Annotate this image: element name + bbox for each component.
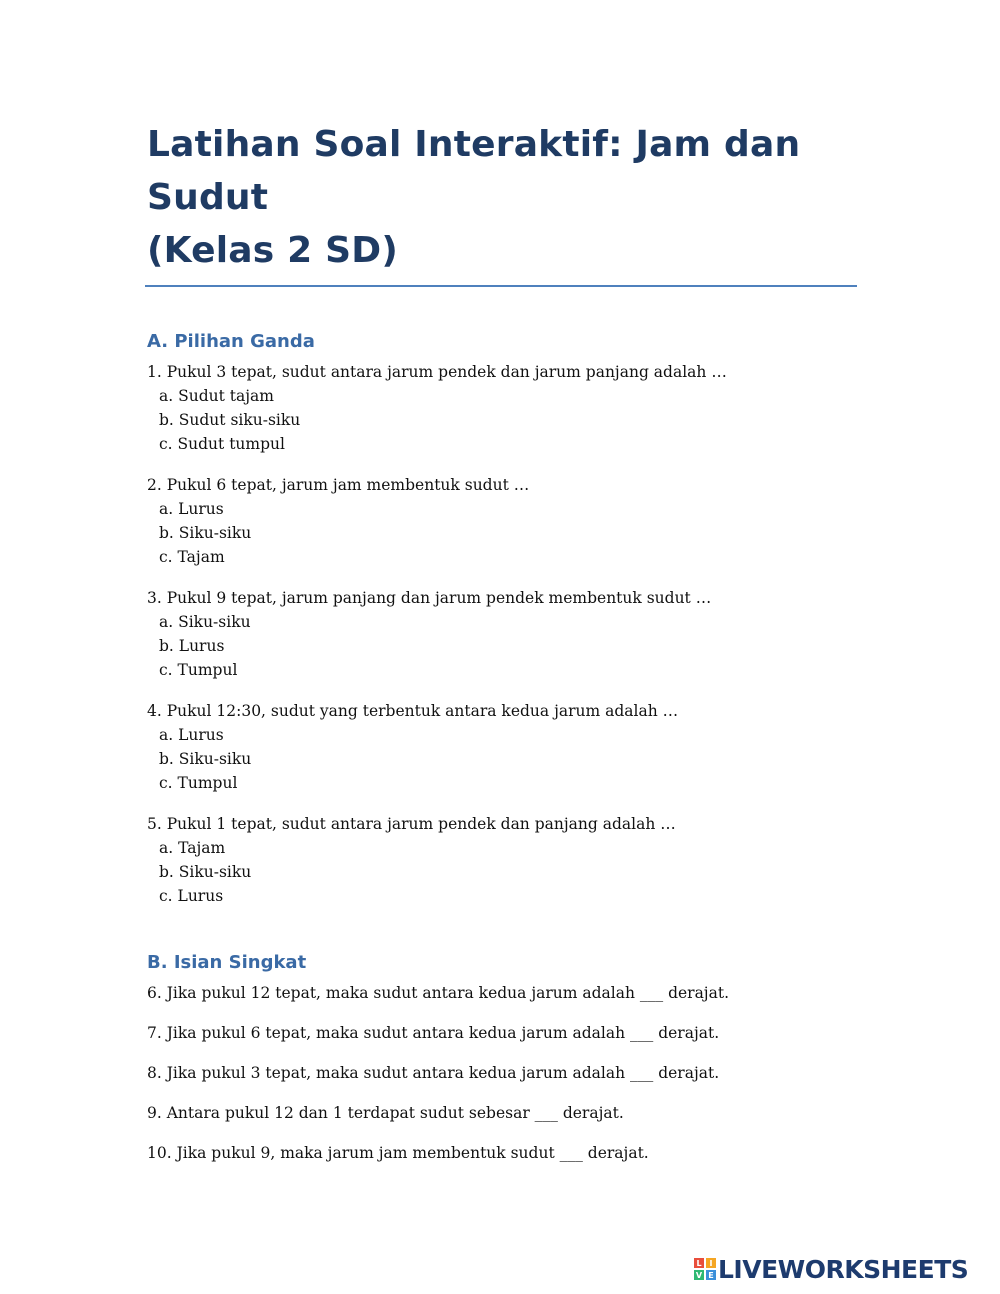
liveworksheets-brand[interactable] [694, 1254, 968, 1284]
question-text: 5. Pukul 1 tepat, sudut antara jarum pendek dan panjang adalah … [147, 815, 676, 833]
question-text: 4. Pukul 12:30, sudut yang terbentuk antara kedua jarum adalah … [147, 702, 679, 720]
title-line-2: (Kelas 2 SD) [147, 230, 398, 271]
answer-options [147, 610, 857, 682]
multiple-choice-list [147, 360, 857, 908]
title-line-1: Latihan Soal Interaktif: Jam dan Sudut [147, 124, 801, 218]
section-multiple-choice [147, 330, 857, 908]
liveworksheets-logo-icon [694, 1258, 716, 1280]
answer-options [147, 723, 857, 795]
answer-option[interactable]: a. Siku-siku [159, 613, 251, 631]
answer-option[interactable]: c. Tumpul [159, 661, 238, 679]
question-text: 2. Pukul 6 tepat, jarum jam membentuk sudut … [147, 476, 530, 494]
short-answer-question[interactable]: 8. Jika pukul 3 tepat, maka sudut antara kedua jarum adalah ___ derajat. [147, 1064, 720, 1082]
answer-option[interactable]: c. Sudut tumpul [159, 435, 285, 453]
worksheet-page [147, 118, 857, 1165]
logo-tile: L [694, 1258, 704, 1268]
answer-option[interactable]: a. Lurus [159, 500, 224, 518]
short-answer-list [147, 981, 857, 1165]
short-answer-question[interactable]: 9. Antara pukul 12 dan 1 terdapat sudut sebesar ___ derajat. [147, 1104, 624, 1122]
short-answer-question[interactable]: 10. Jika pukul 9, maka jarum jam membentuk sudut ___ derajat. [147, 1144, 649, 1162]
logo-tile: I [706, 1258, 716, 1268]
question-text: 3. Pukul 9 tepat, jarum panjang dan jarum pendek membentuk sudut … [147, 589, 712, 607]
question-text: 1. Pukul 3 tepat, sudut antara jarum pendek dan jarum panjang adalah … [147, 363, 727, 381]
answer-option[interactable]: a. Sudut tajam [159, 387, 274, 405]
section-a-heading: A. Pilihan Ganda [147, 331, 315, 352]
answer-option[interactable]: a. Lurus [159, 726, 224, 744]
section-b-heading: B. Isian Singkat [147, 952, 307, 973]
answer-option[interactable]: b. Siku-siku [159, 863, 252, 881]
question-item [147, 699, 857, 795]
answer-options [147, 384, 857, 456]
title-divider [145, 285, 857, 287]
short-answer-question[interactable]: 7. Jika pukul 6 tepat, maka sudut antara kedua jarum adalah ___ derajat. [147, 1024, 720, 1042]
question-item [147, 473, 857, 569]
logo-tile: E [706, 1270, 716, 1280]
brand-text: LIVEWORKSHEETS [718, 1254, 969, 1284]
answer-option[interactable]: b. Sudut siku-siku [159, 411, 301, 429]
section-short-answer [147, 951, 857, 1165]
answer-option[interactable]: c. Tajam [159, 548, 225, 566]
page-title [147, 118, 857, 285]
logo-tile: V [695, 1270, 703, 1280]
answer-option[interactable]: a. Tajam [159, 839, 226, 857]
short-answer-question[interactable]: 6. Jika pukul 12 tepat, maka sudut antara kedua jarum adalah ___ derajat. [147, 984, 730, 1002]
answer-option[interactable]: c. Tumpul [159, 774, 238, 792]
answer-option[interactable]: b. Siku-siku [159, 524, 252, 542]
answer-options [147, 836, 857, 908]
question-item [147, 360, 857, 456]
question-item [147, 812, 857, 908]
answer-option[interactable]: b. Siku-siku [159, 750, 252, 768]
answer-option[interactable]: c. Lurus [159, 887, 224, 905]
question-item [147, 586, 857, 682]
answer-options [147, 497, 857, 569]
answer-option[interactable]: b. Lurus [159, 637, 225, 655]
